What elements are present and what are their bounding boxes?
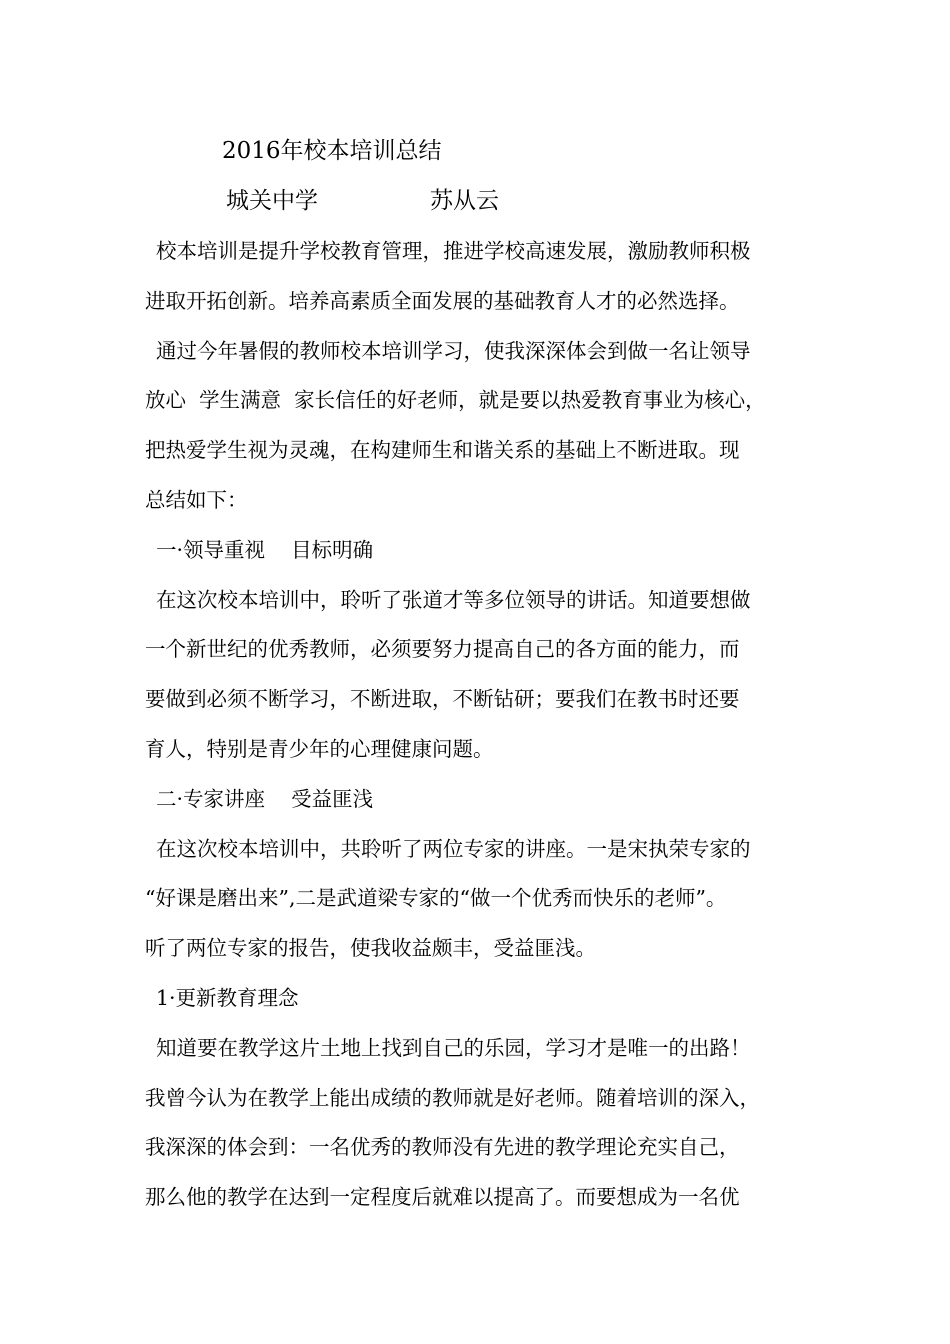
section-heading: 一·领导重视 目标明确 (156, 537, 374, 562)
paragraph-line: 进取开拓创新。培养高素质全面发展的基础教育人才的必然选择。 (145, 288, 740, 313)
paragraph-line: 我深深的体会到：一名优秀的教师没有先进的教学理论充实自己， (145, 1135, 740, 1160)
paragraph-line: 育人，特别是青少年的心理健康问题。 (145, 736, 494, 761)
paragraph-line: 要做到必须不断学习，不断进取，不断钻研；要我们在教书时还要 (145, 687, 740, 712)
paragraph-line: 总结如下： (145, 487, 248, 512)
paragraph-line: 在这次校本培训中，共聆听了两位专家的讲座。一是宋执荣专家的 (156, 836, 751, 861)
paragraph-line: 在这次校本培训中，聆听了张道才等多位领导的讲话。知道要想做 (156, 587, 751, 612)
paragraph-line: 把热爱学生视为灵魂，在构建师生和谐关系的基础上不断进取。现 (145, 438, 740, 463)
author-school: 城关中学 (226, 188, 318, 214)
paragraph-line: 知道要在教学这片土地上找到自己的乐园，学习才是唯一的出路！ (156, 1035, 751, 1060)
section-heading: 二·专家讲座 受益匪浅 (156, 786, 374, 811)
document-title: 2016年校本培训总结 (222, 138, 442, 164)
paragraph-line: 听了两位专家的报告，使我收益颇丰，受益匪浅。 (145, 936, 596, 961)
subsection-heading: 1·更新教育理念 (156, 985, 299, 1010)
document-body (145, 233, 825, 1229)
paragraph-line: 我曾今认为在教学上能出成绩的教师就是好老师。随着培训的深入， (145, 1085, 760, 1110)
paragraph-line: 放心 学生满意 家长信任的好老师，就是要以热爱教育事业为核心， (145, 388, 766, 413)
paragraph-line: 一个新世纪的优秀教师，必须要努力提高自己的各方面的能力，而 (145, 637, 740, 662)
author-name: 苏从云 (430, 188, 499, 214)
paragraph-line: 那么他的教学在达到一定程度后就难以提高了。而要想成为一名优 (145, 1185, 740, 1210)
paragraph-line: 校本培训是提升学校教育管理，推进学校高速发展，激励教师积极 (156, 239, 751, 263)
paragraph-line: 通过今年暑假的教师校本培训学习，使我深深体会到做一名让领导 (156, 338, 751, 363)
paragraph-line: “好课是磨出来”,二是武道梁专家的“做一个优秀而快乐的老师”。 (145, 886, 727, 911)
